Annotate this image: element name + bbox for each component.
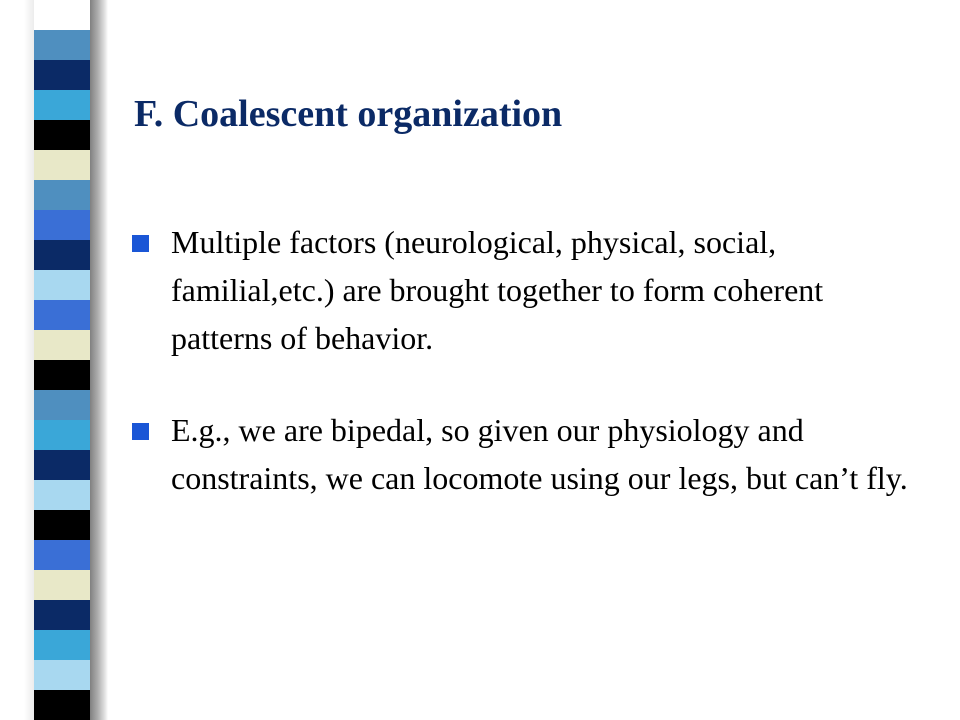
- stripe-segment: [34, 120, 90, 150]
- stripe-segment: [34, 360, 90, 390]
- square-bullet-icon: [132, 423, 149, 440]
- stripe-segment: [34, 420, 90, 450]
- stripe-segment: [34, 300, 90, 330]
- stripe-segment: [34, 540, 90, 570]
- stripe-segment: [34, 660, 90, 690]
- square-bullet-icon: [132, 235, 149, 252]
- stripe-segment: [34, 450, 90, 480]
- left-margin-fade: [0, 0, 34, 720]
- stripe-segment: [34, 390, 90, 420]
- stripe-segment: [34, 480, 90, 510]
- bullet-item: [132, 218, 932, 362]
- stripe-segment: [34, 510, 90, 540]
- stripe-segment: [34, 330, 90, 360]
- bullet-text: Multiple factors (neurological, physical, social, familial,etc.) are brought together to form coherent patterns of behavior.: [171, 224, 824, 356]
- slide-title: F. Coalescent organization: [134, 93, 563, 135]
- stripe-segment: [34, 690, 90, 720]
- decorative-stripe-bar: [34, 0, 90, 720]
- stripe-segment: [34, 180, 90, 210]
- bullet-text: E.g., we are bipedal, so given our physiology and constraints, we can locomote using our legs, but can’t fly.: [171, 412, 908, 496]
- stripe-segment: [34, 30, 90, 60]
- stripe-segment: [34, 60, 90, 90]
- stripe-bar-shadow: [90, 0, 108, 720]
- stripe-segment: [34, 600, 90, 630]
- stripe-segment: [34, 0, 90, 30]
- stripe-segment: [34, 570, 90, 600]
- stripe-segment: [34, 210, 90, 240]
- stripe-segment: [34, 630, 90, 660]
- bullet-list: [132, 218, 932, 546]
- stripe-segment: [34, 90, 90, 120]
- stripe-segment: [34, 270, 90, 300]
- stripe-segment: [34, 240, 90, 270]
- stripe-segment: [34, 150, 90, 180]
- bullet-item: [132, 406, 932, 502]
